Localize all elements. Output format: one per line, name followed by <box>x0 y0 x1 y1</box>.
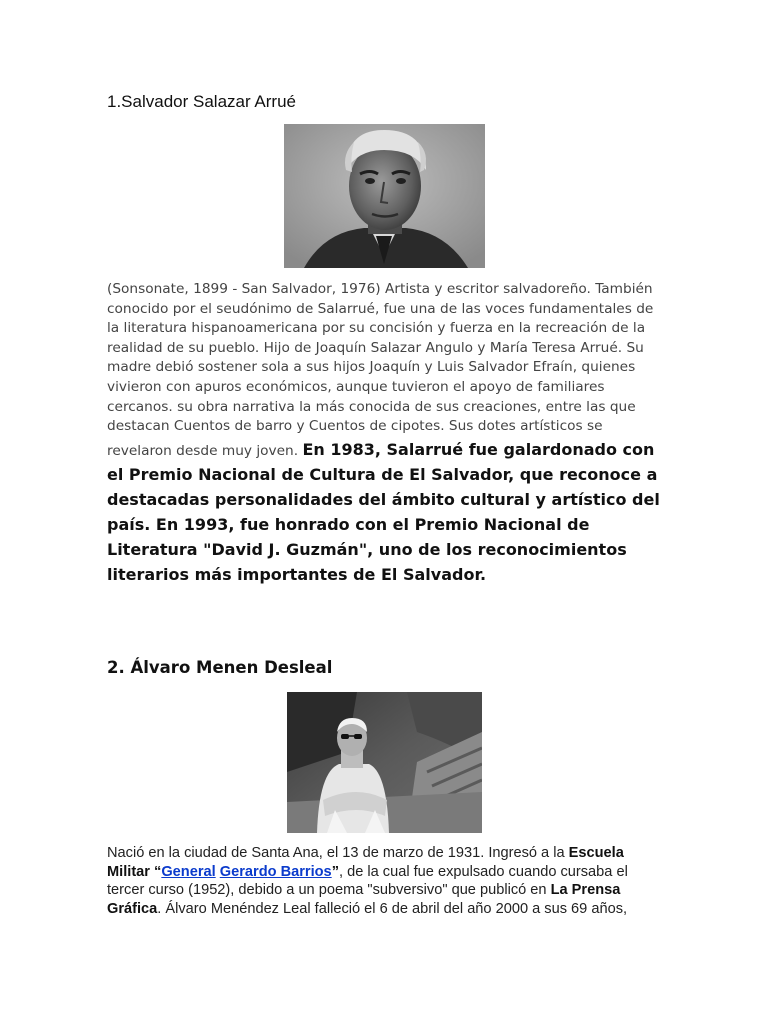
section-2-heading: 2. Álvaro Menen Desleal <box>107 658 333 677</box>
portrait-salarrue-photo <box>284 124 485 268</box>
bio-text-2: , de la cual fue expulsado cuando cursaba el tercer curso (1952), debido a un poema "subversivo" que publicó en <box>107 863 628 898</box>
awards-text: En 1983, Salarrué fue galardonado con el Premio Nacional de Cultura de El Salvador, que reconoce a destacadas personalidades del ámbito cultural y artístico del país. En 1993, fue honrado con el Premio Nacional de Literatura "David J. Guzmán", uno de los reconocimientos literarios más importantes de El Salvador. <box>107 439 660 584</box>
bio-text-1: Nació en la ciudad de Santa Ana, el 13 de marzo de 1931. Ingresó a la <box>107 845 569 861</box>
escuela-militar-bold: Escuela Militar “ <box>107 845 624 880</box>
section-1-biography <box>107 280 667 587</box>
general-link[interactable]: General <box>161 863 216 880</box>
bio-text-3: . Álvaro Menéndez Leal falleció el 6 de abril del año 2000 a sus 69 años, <box>157 900 628 917</box>
gerardo-barrios-link[interactable]: Gerardo Barrios <box>219 863 332 880</box>
section-1-heading: 1.Salvador Salazar Arrué <box>107 92 296 111</box>
closing-quote-bold: ” <box>331 863 339 880</box>
portrait-menen-desleal-photo <box>287 692 482 833</box>
section-2-biography <box>107 844 652 918</box>
la-prensa-grafica-bold: La Prensa Gráfica <box>107 882 621 917</box>
biography-text: (Sonsonate, 1899 - San Salvador, 1976) Artista y escritor salvadoreño. También conocido por el seudónimo de Salarrué, fue una de las voces fundamentales de la literatura hispanoamericana por su concisión y fuerza en la recreación de la realidad de su pueblo. Hijo de Joaquín Salazar Angulo y María Teresa Arrué. Su madre debió sostener sola a sus hijos Joaquín y Luis Salvador Efraín, quienes vivieron con apuros económicos, aunque tuvieron el apoyo de familiares cercanos. su obra narrativa la más conocida de sus creaciones, entre las que destacan Cuentos de barro y Cuentos de cipotes. Sus dotes artísticos se revelaron desde muy joven. <box>107 281 654 459</box>
